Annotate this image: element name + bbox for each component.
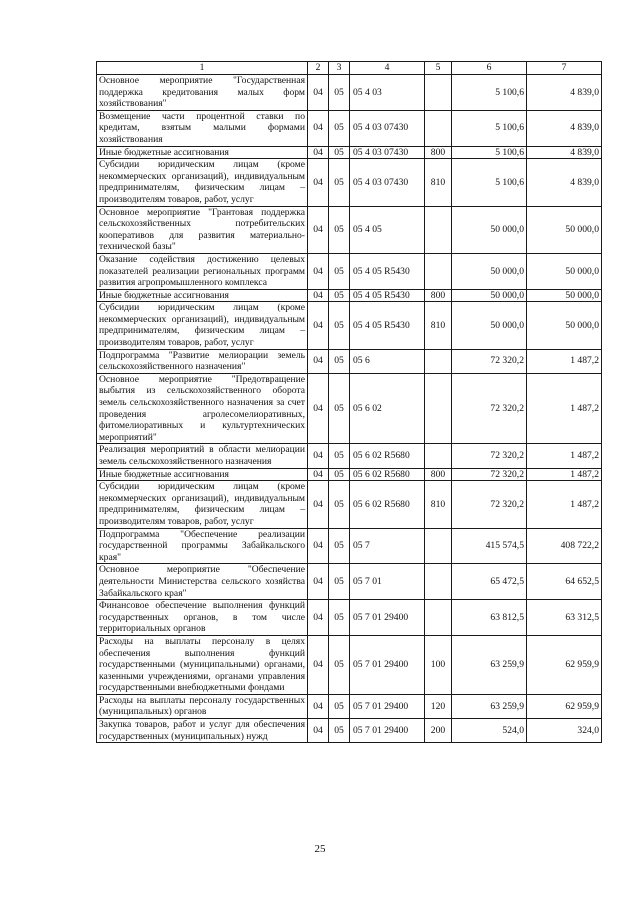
row-section-cell: 04 [308,468,329,481]
row-amount-col7-cell: 1 487,2 [527,444,602,468]
row-subsection-cell: 05 [329,468,350,481]
row-amount-col6-cell: 50 000,0 [452,289,527,302]
row-name-cell: Основное мероприятие "Обеспечение деятельности Министерства сельского хозяйства Забайкальского края" [97,564,308,600]
row-amount-col6-cell: 65 472,5 [452,564,527,600]
row-amount-col7-cell: 64 652,5 [527,564,602,600]
row-target-code-cell: 05 7 01 [350,564,425,600]
header-cell: 2 [308,62,329,75]
table-row [97,564,602,600]
row-amount-col6-cell: 5 100,6 [452,75,527,111]
row-expense-type-cell: 810 [425,481,452,528]
table-row [97,719,602,743]
table-row [97,635,602,694]
header-row [97,62,602,75]
row-section-cell: 04 [308,694,329,718]
row-amount-col7-cell: 1 487,2 [527,349,602,373]
row-name-cell: Возмещение части процентной ставки по кредитам, взятым малыми формами хозяйствования [97,110,308,146]
row-amount-col7-cell: 4 839,0 [527,75,602,111]
row-expense-type-cell [425,75,452,111]
row-target-code-cell: 05 4 05 [350,206,425,253]
header-cell: 3 [329,62,350,75]
row-target-code-cell: 05 4 03 [350,75,425,111]
row-target-code-cell: 05 7 01 29400 [350,694,425,718]
row-name-cell: Иные бюджетные ассигнования [97,468,308,481]
table-row [97,289,602,302]
table-row [97,468,602,481]
row-name-cell: Основное мероприятие "Грантовая поддержка сельскохозяйственных потребительских кооперативов для развития материально-технической базы" [97,206,308,253]
table-row [97,75,602,111]
header-cell: 4 [350,62,425,75]
header-cell: 5 [425,62,452,75]
row-target-code-cell: 05 4 03 07430 [350,159,425,206]
table-row [97,159,602,206]
row-amount-col6-cell: 63 259,9 [452,694,527,718]
row-section-cell: 04 [308,253,329,289]
row-amount-col6-cell: 72 320,2 [452,481,527,528]
row-name-cell: Финансовое обеспечение выполнения функций государственных органов, в том числе территориальных органов [97,600,308,636]
table-row [97,481,602,528]
row-subsection-cell: 05 [329,481,350,528]
row-name-cell: Основное мероприятие "Предотвращение выбытия из сельскохозяйственного оборота земель сельскохозяйственного назначения за счет проведения агролесомелиоративных, фитомелиоративных и культуртехнических мероприятий" [97,373,308,444]
row-name-cell: Реализация мероприятий в области мелиорации земель сельскохозяйственного назначения [97,444,308,468]
row-amount-col6-cell: 63 812,5 [452,600,527,636]
row-expense-type-cell [425,110,452,146]
row-target-code-cell: 05 4 03 07430 [350,146,425,159]
row-amount-col7-cell: 324,0 [527,719,602,743]
table-row [97,528,602,564]
row-amount-col6-cell: 5 100,6 [452,146,527,159]
table-row [97,302,602,349]
row-section-cell: 04 [308,600,329,636]
row-name-cell: Расходы на выплаты персоналу государственных (муниципальных) органов [97,694,308,718]
row-subsection-cell: 05 [329,444,350,468]
row-expense-type-cell [425,600,452,636]
table-row [97,206,602,253]
row-name-cell: Подпрограмма "Обеспечение реализации государственной программы Забайкальского края" [97,528,308,564]
row-amount-col7-cell: 50 000,0 [527,206,602,253]
row-section-cell: 04 [308,564,329,600]
row-subsection-cell: 05 [329,206,350,253]
header-cell: 7 [527,62,602,75]
row-name-cell: Закупка товаров, работ и услуг для обеспечения государственных (муниципальных) нужд [97,719,308,743]
row-expense-type-cell [425,253,452,289]
row-section-cell: 04 [308,110,329,146]
row-target-code-cell: 05 4 05 R5430 [350,302,425,349]
row-amount-col7-cell: 4 839,0 [527,159,602,206]
row-target-code-cell: 05 4 05 R5430 [350,253,425,289]
row-expense-type-cell [425,206,452,253]
page-number: 25 [314,843,326,855]
row-expense-type-cell [425,373,452,444]
row-section-cell: 04 [308,481,329,528]
row-target-code-cell: 05 6 02 R5680 [350,481,425,528]
row-subsection-cell: 05 [329,289,350,302]
row-section-cell: 04 [308,289,329,302]
row-expense-type-cell [425,349,452,373]
header-cell: 1 [97,62,308,75]
header-cell: 6 [452,62,527,75]
row-amount-col7-cell: 408 722,2 [527,528,602,564]
table-row [97,253,602,289]
row-section-cell: 04 [308,719,329,743]
row-amount-col6-cell: 72 320,2 [452,373,527,444]
row-amount-col7-cell: 62 959,9 [527,635,602,694]
table-row [97,600,602,636]
row-amount-col6-cell: 50 000,0 [452,253,527,289]
row-amount-col7-cell: 4 839,0 [527,146,602,159]
row-amount-col6-cell: 72 320,2 [452,349,527,373]
row-subsection-cell: 05 [329,110,350,146]
row-amount-col6-cell: 524,0 [452,719,527,743]
row-subsection-cell: 05 [329,349,350,373]
row-expense-type-cell: 200 [425,719,452,743]
row-name-cell: Иные бюджетные ассигнования [97,289,308,302]
row-target-code-cell: 05 7 [350,528,425,564]
row-amount-col7-cell: 50 000,0 [527,302,602,349]
row-amount-col7-cell: 4 839,0 [527,110,602,146]
row-subsection-cell: 05 [329,146,350,159]
row-name-cell: Расходы на выплаты персоналу в целях обеспечения выполнения функций государственными (муниципальными) органами, казенными учреждениями, органами управления государственными внебюджетными фондами [97,635,308,694]
row-amount-col7-cell: 1 487,2 [527,468,602,481]
row-amount-col7-cell: 62 959,9 [527,694,602,718]
row-expense-type-cell: 810 [425,302,452,349]
row-amount-col6-cell: 63 259,9 [452,635,527,694]
row-amount-col7-cell: 50 000,0 [527,253,602,289]
table-row [97,110,602,146]
row-section-cell: 04 [308,206,329,253]
budget-table [96,61,602,743]
budget-table-page [96,61,601,743]
row-section-cell: 04 [308,302,329,349]
row-target-code-cell: 05 6 02 [350,373,425,444]
row-name-cell: Оказание содействия достижению целевых показателей реализации региональных программ развития агропромышленного комплекса [97,253,308,289]
row-amount-col7-cell: 1 487,2 [527,481,602,528]
row-expense-type-cell [425,444,452,468]
row-name-cell: Основное мероприятие "Государственная поддержка кредитования малых форм хозяйствования" [97,75,308,111]
table-row [97,146,602,159]
row-subsection-cell: 05 [329,253,350,289]
row-subsection-cell: 05 [329,75,350,111]
row-amount-col6-cell: 72 320,2 [452,444,527,468]
row-section-cell: 04 [308,146,329,159]
row-expense-type-cell: 120 [425,694,452,718]
table-body [97,75,602,743]
table-row [97,349,602,373]
row-amount-col7-cell: 50 000,0 [527,289,602,302]
row-section-cell: 04 [308,159,329,206]
row-name-cell: Подпрограмма "Развитие мелиорации земель сельскохозяйственного назначения" [97,349,308,373]
row-expense-type-cell: 100 [425,635,452,694]
row-target-code-cell: 05 7 01 29400 [350,635,425,694]
row-subsection-cell: 05 [329,564,350,600]
row-expense-type-cell: 800 [425,468,452,481]
row-amount-col7-cell: 1 487,2 [527,373,602,444]
row-subsection-cell: 05 [329,635,350,694]
row-subsection-cell: 05 [329,373,350,444]
row-name-cell: Субсидии юридическим лицам (кроме некоммерческих организаций), индивидуальным предпринимателям, физическим лицам – производителям товаров, работ, услуг [97,159,308,206]
row-target-code-cell: 05 4 03 07430 [350,110,425,146]
row-amount-col7-cell: 63 312,5 [527,600,602,636]
row-amount-col6-cell: 50 000,0 [452,206,527,253]
row-amount-col6-cell: 5 100,6 [452,110,527,146]
row-section-cell: 04 [308,635,329,694]
row-target-code-cell: 05 6 [350,349,425,373]
row-name-cell: Иные бюджетные ассигнования [97,146,308,159]
row-section-cell: 04 [308,444,329,468]
row-amount-col6-cell: 415 574,5 [452,528,527,564]
row-target-code-cell: 05 4 05 R5430 [350,289,425,302]
row-name-cell: Субсидии юридическим лицам (кроме некоммерческих организаций), индивидуальным предпринимателям, физическим лицам – производителям товаров, работ, услуг [97,481,308,528]
row-section-cell: 04 [308,373,329,444]
row-subsection-cell: 05 [329,159,350,206]
row-name-cell: Субсидии юридическим лицам (кроме некоммерческих организаций), индивидуальным предпринимателям, физическим лицам – производителям товаров, работ, услуг [97,302,308,349]
table-row [97,444,602,468]
table-row [97,694,602,718]
row-expense-type-cell: 800 [425,146,452,159]
row-expense-type-cell: 810 [425,159,452,206]
row-amount-col6-cell: 50 000,0 [452,302,527,349]
row-expense-type-cell [425,528,452,564]
row-section-cell: 04 [308,75,329,111]
row-subsection-cell: 05 [329,600,350,636]
row-expense-type-cell: 800 [425,289,452,302]
row-target-code-cell: 05 6 02 R5680 [350,444,425,468]
table-row [97,373,602,444]
row-target-code-cell: 05 6 02 R5680 [350,468,425,481]
row-subsection-cell: 05 [329,528,350,564]
row-section-cell: 04 [308,349,329,373]
row-target-code-cell: 05 7 01 29400 [350,719,425,743]
row-section-cell: 04 [308,528,329,564]
row-subsection-cell: 05 [329,719,350,743]
row-amount-col6-cell: 72 320,2 [452,468,527,481]
row-expense-type-cell [425,564,452,600]
row-amount-col6-cell: 5 100,6 [452,159,527,206]
row-subsection-cell: 05 [329,694,350,718]
row-subsection-cell: 05 [329,302,350,349]
row-target-code-cell: 05 7 01 29400 [350,600,425,636]
